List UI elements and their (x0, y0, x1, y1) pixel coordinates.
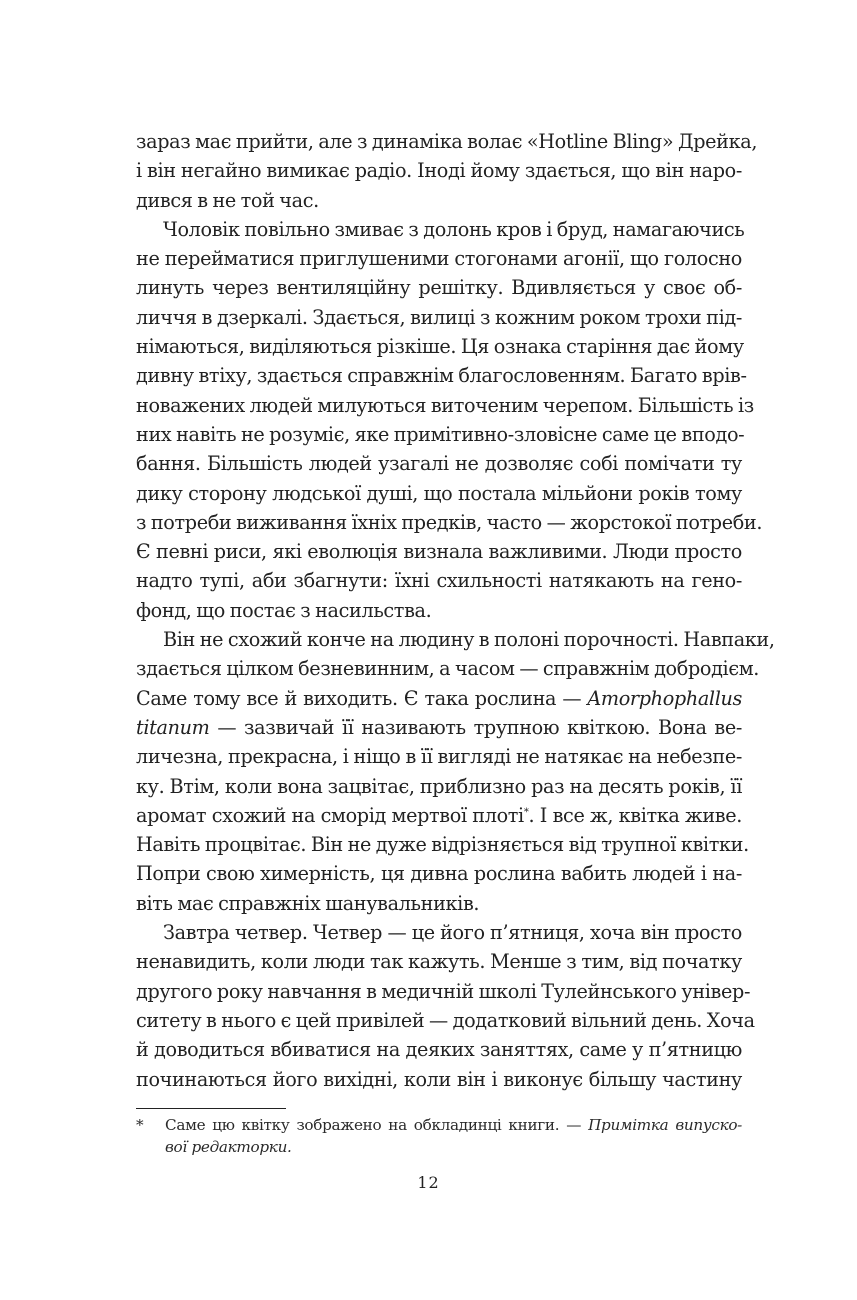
text-line: Є певні риси, які еволюція визнала важливими. Люди просто (136, 540, 742, 564)
text-line: линуть через вентиляційну решітку. Вдивляється у своє об- (136, 276, 742, 300)
text-line: здається цілком безневинним, а часом — справжнім добродієм. (136, 657, 760, 681)
text-line: них навіть не розуміє, яке примітивно-зловісне саме це вподо- (136, 422, 745, 446)
text-line (136, 713, 742, 742)
text-line (136, 801, 742, 830)
text-line: з потреби виживання їхніх предків, часто — жорстокої потреби. (136, 510, 763, 534)
text-line: не перейматися приглушеними стогонами агонії, що голосно (136, 247, 742, 271)
text-line: й доводиться вбиватися на деяких заняттях, саме у п’ятницю (136, 1038, 742, 1062)
paragraph-2 (136, 215, 763, 625)
text-line: личчя в дзеркалі. Здається, вилиці з кожним роком трохи під- (136, 305, 742, 329)
text-line: бання. Більшість людей узагалі не дозволяє собі помічати ту (136, 452, 742, 476)
text-line: личезна, прекрасна, і ніщо в її вигляді не натякає на небезпе- (136, 745, 742, 769)
text-line: ку. Втім, коли вона зацвітає, приблизно раз на десять років, її (136, 774, 742, 798)
latin-species-name: titanum (136, 715, 210, 739)
text-line: Попри свою химерність, ця дивна рослина вабить людей і на- (136, 862, 742, 886)
text-line: і він негайно вимикає радіо. Іноді йому здається, що він наро- (136, 159, 742, 183)
footnote-line (136, 1114, 742, 1136)
text-line: дився в не той час. (136, 188, 319, 212)
paragraph-3 (136, 625, 775, 918)
editor-note: вої редакторки. (165, 1138, 292, 1156)
text-line: дику сторону людської душі, що постала мільйони років тому (136, 481, 742, 505)
text-line: новажених людей милуються виточеним черепом. Більшість із (136, 393, 754, 417)
text-line: Він не схожий конче на людину в полоні порочності. Навпаки, (163, 628, 775, 652)
page-number: 12 (417, 1173, 440, 1192)
text-line: надто тупі, аби збагнути: їхні схильності натякають на гено- (136, 569, 742, 593)
text-segment: . І все ж, квітка живе. (528, 803, 743, 827)
text-line (136, 684, 742, 713)
text-line: другого року навчання в медичній школі Тулейнського універ- (136, 979, 751, 1003)
text-line: німаються, виділяються різкіше. Ця ознака старіння дає йому (136, 335, 744, 359)
text-line: ситету в нього є цей привілей — додатковий вільний день. Хоча (136, 1008, 755, 1032)
text-line: Чоловік повільно змиває з долонь кров і бруд, намагаючись (163, 217, 745, 241)
footnote-line (136, 1136, 742, 1158)
text-line: Завтра четвер. Четвер — це його п’ятниця, хоча він просто (163, 921, 742, 945)
footnote-divider (136, 1108, 286, 1109)
footnote-mark: * (136, 1116, 144, 1134)
text-segment: — зазвичай її називають трупною квіткою. Вона ве- (209, 715, 742, 739)
book-page-body (136, 127, 775, 1094)
text-segment: Саме цю квітку зображено на обкладинці книги. — (165, 1116, 589, 1134)
text-segment: Саме тому все й виходить. Є така рослина — (136, 686, 588, 710)
text-line: дивну втіху, здається справжнім благословенням. Багато врів- (136, 364, 747, 388)
text-line: фонд, що постає з насильства. (136, 598, 432, 622)
footnote-reference[interactable]: * (523, 806, 529, 818)
footnote (136, 1114, 742, 1158)
paragraph-1 (136, 127, 758, 215)
text-line: віть має справжніх шанувальників. (136, 891, 480, 915)
paragraph-4 (136, 918, 755, 1094)
editor-note: Примітка випуско- (588, 1116, 743, 1134)
text-line: зараз має прийти, але з динаміка волає «Hotline Bling» Дрейка, (136, 130, 758, 153)
text-segment: аромат схожий на сморід мертвої плоті (136, 803, 524, 827)
latin-species-name: Amorphophallus (587, 686, 742, 710)
text-line: ненавидить, коли люди так кажуть. Менше з тим, від початку (136, 950, 742, 974)
text-line: починаються його вихідні, коли він і виконує більшу частину (136, 1067, 742, 1091)
text-line: Навіть процвітає. Він не дуже відрізняється від трупної квітки. (136, 833, 749, 857)
footnote-text (165, 1114, 742, 1136)
